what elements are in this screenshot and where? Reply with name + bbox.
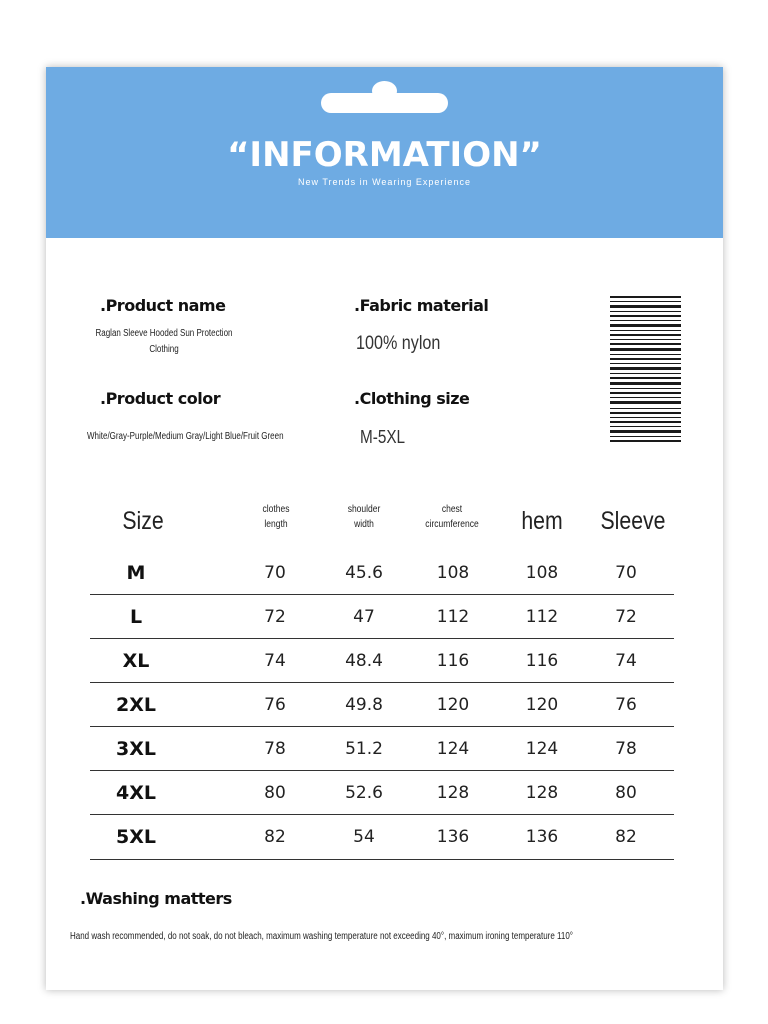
barcode-icon bbox=[610, 296, 681, 444]
table-cell-sleeve: 82 bbox=[615, 827, 637, 847]
product-color-label: .Product color bbox=[100, 389, 221, 408]
table-cell-sleeve: 72 bbox=[615, 607, 637, 627]
page-subtitle: New Trends in Wearing Experience bbox=[298, 177, 471, 187]
header-shoulder-width-2: width bbox=[354, 519, 374, 530]
page-title: “INFORMATION” bbox=[227, 135, 542, 175]
table-cell-shoulder: 51.2 bbox=[345, 739, 383, 759]
header-chest-1: chest bbox=[441, 504, 463, 515]
table-cell-sleeve: 80 bbox=[615, 783, 637, 803]
clothing-size-label: .Clothing size bbox=[354, 389, 470, 408]
table-row bbox=[46, 771, 723, 815]
header-clothes-length-1: clothes bbox=[262, 504, 290, 515]
size-table-header bbox=[46, 499, 723, 539]
table-cell-chest: 124 bbox=[436, 739, 470, 759]
product-name-label: .Product name bbox=[100, 296, 226, 315]
table-cell-shoulder: 49.8 bbox=[345, 695, 383, 715]
table-row bbox=[46, 639, 723, 683]
clothing-size-value: M-5XL bbox=[360, 427, 406, 447]
table-cell-chest: 136 bbox=[436, 827, 470, 847]
fabric-material-value: 100% nylon bbox=[356, 333, 441, 354]
table-cell-chest: 112 bbox=[436, 607, 470, 627]
table-cell-chest: 120 bbox=[436, 695, 470, 715]
product-name-line1: Raglan Sleeve Hooded Sun Protection bbox=[95, 328, 233, 339]
table-cell-size: L bbox=[129, 606, 143, 628]
table-cell-length: 76 bbox=[264, 695, 286, 715]
table-row bbox=[46, 683, 723, 727]
table-cell-sleeve: 76 bbox=[615, 695, 637, 715]
product-name-line2: Clothing bbox=[149, 344, 179, 355]
table-cell-shoulder: 48.4 bbox=[345, 651, 383, 671]
table-cell-length: 72 bbox=[264, 607, 286, 627]
table-cell-shoulder: 54 bbox=[353, 827, 375, 847]
table-cell-shoulder: 47 bbox=[353, 607, 375, 627]
table-cell-shoulder: 45.6 bbox=[345, 563, 383, 583]
table-cell-sleeve: 74 bbox=[615, 651, 637, 671]
hanger-icon bbox=[321, 93, 448, 113]
table-cell-hem: 108 bbox=[525, 563, 559, 583]
header-chest-2: circumference bbox=[425, 519, 479, 530]
table-row bbox=[46, 595, 723, 639]
table-cell-length: 82 bbox=[264, 827, 286, 847]
table-row bbox=[46, 815, 723, 859]
table-cell-chest: 128 bbox=[436, 783, 470, 803]
table-cell-length: 70 bbox=[264, 563, 286, 583]
row-divider bbox=[90, 859, 674, 860]
table-cell-hem: 112 bbox=[525, 607, 559, 627]
table-cell-hem: 120 bbox=[525, 695, 559, 715]
table-cell-size: 4XL bbox=[116, 782, 156, 804]
table-cell-size: XL bbox=[122, 650, 150, 672]
washing-label: .Washing matters bbox=[80, 889, 232, 908]
table-cell-size: 2XL bbox=[116, 694, 156, 716]
table-cell-length: 78 bbox=[264, 739, 286, 759]
header-banner bbox=[46, 67, 723, 238]
fabric-material-label: .Fabric material bbox=[354, 296, 489, 315]
table-cell-size: M bbox=[126, 562, 146, 584]
information-card bbox=[46, 67, 723, 990]
product-color-value: White/Gray-Purple/Medium Gray/Light Blue/Fruit Green bbox=[87, 431, 284, 442]
table-cell-chest: 108 bbox=[436, 563, 470, 583]
table-row bbox=[46, 551, 723, 595]
table-cell-hem: 124 bbox=[525, 739, 559, 759]
table-cell-length: 80 bbox=[264, 783, 286, 803]
table-cell-shoulder: 52.6 bbox=[345, 783, 383, 803]
header-sleeve: Sleeve bbox=[600, 507, 666, 535]
table-cell-size: 3XL bbox=[116, 738, 156, 760]
header-clothes-length-2: length bbox=[264, 519, 288, 530]
washing-text: Hand wash recommended, do not soak, do not bleach, maximum washing temperature not exceeding 40°, maximum ironing temperature 110° bbox=[70, 931, 573, 942]
table-cell-hem: 116 bbox=[525, 651, 559, 671]
table-cell-hem: 136 bbox=[525, 827, 559, 847]
table-cell-sleeve: 78 bbox=[615, 739, 637, 759]
table-cell-size: 5XL bbox=[116, 826, 156, 848]
table-cell-hem: 128 bbox=[525, 783, 559, 803]
header-hem: hem bbox=[521, 507, 563, 535]
table-cell-chest: 116 bbox=[436, 651, 470, 671]
table-row bbox=[46, 727, 723, 771]
header-size: Size bbox=[122, 507, 164, 535]
table-cell-sleeve: 70 bbox=[615, 563, 637, 583]
table-cell-length: 74 bbox=[264, 651, 286, 671]
header-shoulder-width-1: shoulder bbox=[347, 504, 381, 515]
